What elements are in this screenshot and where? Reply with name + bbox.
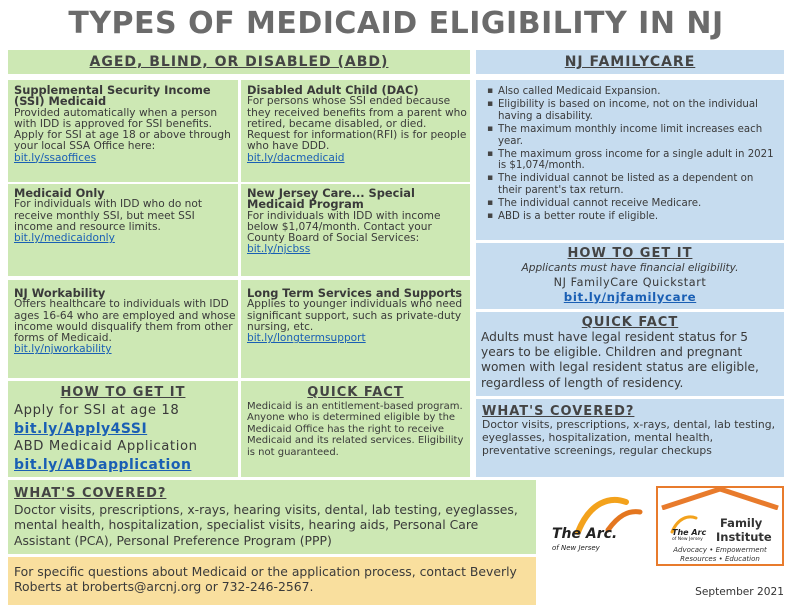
njcare-title: New Jersey Care... Special Medicaid Program — [247, 186, 415, 212]
arc-subtitle: of New Jersey — [552, 544, 600, 552]
fi-tagline-1: Advocacy • Empowerment — [673, 546, 767, 554]
familycare-bullet-item: ▪ The individual cannot receive Medicare. — [486, 198, 778, 210]
abd-covered-body: Doctor visits, prescriptions, x-rays, hearing visits, dental, lab testing, eyeglasses, mental health, hospitalization, specialist visits, hearing aids, Personal Care Assistant (PCA), Personal Preference Program (PPP) — [14, 502, 518, 548]
abd-quick-fact-box — [241, 381, 470, 477]
medicaid-only-body: For individuals with IDD who do not receive monthly SSI, but meet SSI income and resource limits. — [14, 198, 203, 233]
familycare-how-to-box — [476, 243, 784, 309]
familycare-bullet-item: ▪ The maximum monthly income limit increases each year. — [486, 124, 778, 148]
familycare-heading: NJ FAMILYCARE — [476, 50, 784, 74]
family-institute-logo — [656, 486, 784, 566]
familycare-covered-body: Doctor visits, prescriptions, x-rays, dental, lab testing, eyeglasses, hospitalization, mental health, preventative screenings, regular checkups — [482, 418, 776, 457]
abd-how-to-heading: HOW TO GET IT — [60, 385, 186, 400]
abd-heading: AGED, BLIND, OR DISABLED (ABD) — [8, 50, 470, 74]
contact-box — [8, 557, 536, 605]
arc-name: The Arc. — [552, 526, 618, 542]
abd-quick-fact-heading: QUICK FACT — [307, 385, 404, 400]
familycare-covered-box — [476, 399, 784, 477]
ltss-title: Long Term Services and Supports — [247, 286, 463, 300]
abd-covered-heading: WHAT'S COVERED? — [14, 486, 167, 501]
workability-body: Offers healthcare to individuals with IDD ages 16-64 who are employed and whose income would disqualify them from other forms of Medicaid. — [14, 298, 236, 345]
familycare-how-to-line2: NJ FamilyCare Quickstart — [553, 276, 707, 289]
njcare-link[interactable]: bit.ly/njcbss — [247, 243, 311, 256]
workability-link[interactable]: bit.ly/njworkability — [14, 343, 112, 356]
fi-title-institute: Institute — [716, 530, 772, 544]
familycare-quick-fact-body: Adults must have legal resident status for 5 years to be eligible. Children and pregnant women with legal resident status are eligible, regardless of length of residency. — [481, 330, 759, 390]
page-title: TYPES OF MEDICAID ELIGIBILITY IN NJ — [68, 6, 724, 41]
dac-title: Disabled Adult Child (DAC) — [247, 83, 419, 97]
familycare-bullet-item: ▪ The maximum gross income for a single adult in 2021 is $1,074/month. — [486, 149, 778, 173]
familycare-quick-fact-box — [476, 312, 784, 396]
abd-cell-dac — [241, 80, 470, 182]
apply4ssi-link[interactable]: bit.ly/Apply4SSI — [14, 421, 148, 437]
abd-how-to-line1: Apply for SSI at age 18 — [14, 403, 180, 418]
contact-text: For specific questions about Medicaid or the application process, contact Beverly Roberts at broberts@arcnj.org or 732-246-2567. — [14, 564, 517, 595]
medicaid-only-title: Medicaid Only — [14, 186, 105, 200]
abd-cell-medicaid-only — [8, 184, 238, 276]
familycare-bullet-item: ▪ Eligibility is based on income, not on the individual having a disability. — [486, 99, 778, 123]
dac-body: For persons whose SSI ended because they received benefits from a parent who retired, became disabled, or died. Request for information(RFI) is for people who have DDD. — [247, 95, 467, 153]
abd-how-to-box — [8, 381, 238, 477]
familycare-how-to-line1: Applicants must have financial eligibility. — [521, 262, 739, 274]
familycare-how-to-heading: HOW TO GET IT — [567, 246, 693, 261]
familycare-quick-fact-heading: QUICK FACT — [581, 315, 679, 330]
arc-logo — [548, 492, 648, 558]
workability-title: NJ Workability — [14, 286, 106, 300]
njfamilycare-link[interactable]: bit.ly/njfamilycare — [563, 290, 697, 304]
familycare-covered-heading: WHAT'S COVERED? — [482, 404, 635, 419]
abd-cell-ltss — [241, 280, 470, 378]
abd-cell-workability — [8, 280, 238, 378]
fi-arc-name: The Arc — [672, 528, 707, 537]
ltss-body: Applies to younger individuals who need significant support, such as private-duty nursing, etc. — [247, 298, 463, 333]
abd-covered-box — [8, 480, 536, 554]
ltss-link[interactable]: bit.ly/longtermsupport — [247, 332, 366, 345]
abd-how-to-line2: ABD Medicaid Application — [14, 439, 198, 454]
dac-link[interactable]: bit.ly/dacmedicaid — [247, 151, 345, 164]
medicaid-only-link[interactable]: bit.ly/medicaidonly — [14, 232, 115, 245]
familycare-bullet-item: ▪ The individual cannot be listed as a dependent on their parent's tax return. — [486, 173, 778, 197]
fi-arc-subtitle: of New Jersey — [672, 537, 703, 542]
publication-date: September 2021 — [695, 586, 784, 598]
abd-application-link[interactable]: bit.ly/ABDapplication — [14, 457, 192, 473]
njcare-body: For individuals with IDD with income below $1,074/month. Contact your County Board of Social Services: — [247, 209, 441, 245]
familycare-bullet-item: ▪ Also called Medicaid Expansion. — [486, 86, 778, 98]
abd-cell-ssi — [8, 80, 238, 182]
abd-cell-njcare — [241, 184, 470, 276]
ssi-body: Provided automatically when a person with IDD is approved for SSI benefits. Apply for SSI at age 18 or above through your local SSA Office here: — [14, 106, 231, 153]
fi-tagline-2: Resources • Education — [680, 555, 760, 563]
abd-quick-fact-body: Medicaid is an entitlement-based program. Anyone who is determined eligible by the Medicaid Office has the right to receive Medicaid and its related services. Eligibility is not guaranteed. — [247, 401, 464, 458]
ssi-link[interactable]: bit.ly/ssaoffices — [14, 151, 97, 164]
ssi-title: Supplemental Security Income (SSI) Medicaid — [14, 83, 211, 109]
familycare-bullet-list — [486, 86, 778, 224]
familycare-bullets-box — [476, 80, 784, 240]
house-roof-icon — [656, 486, 784, 510]
fi-title-family: Family — [720, 516, 763, 530]
familycare-bullet-item: ▪ ABD is a better route if eligible. — [486, 211, 778, 223]
